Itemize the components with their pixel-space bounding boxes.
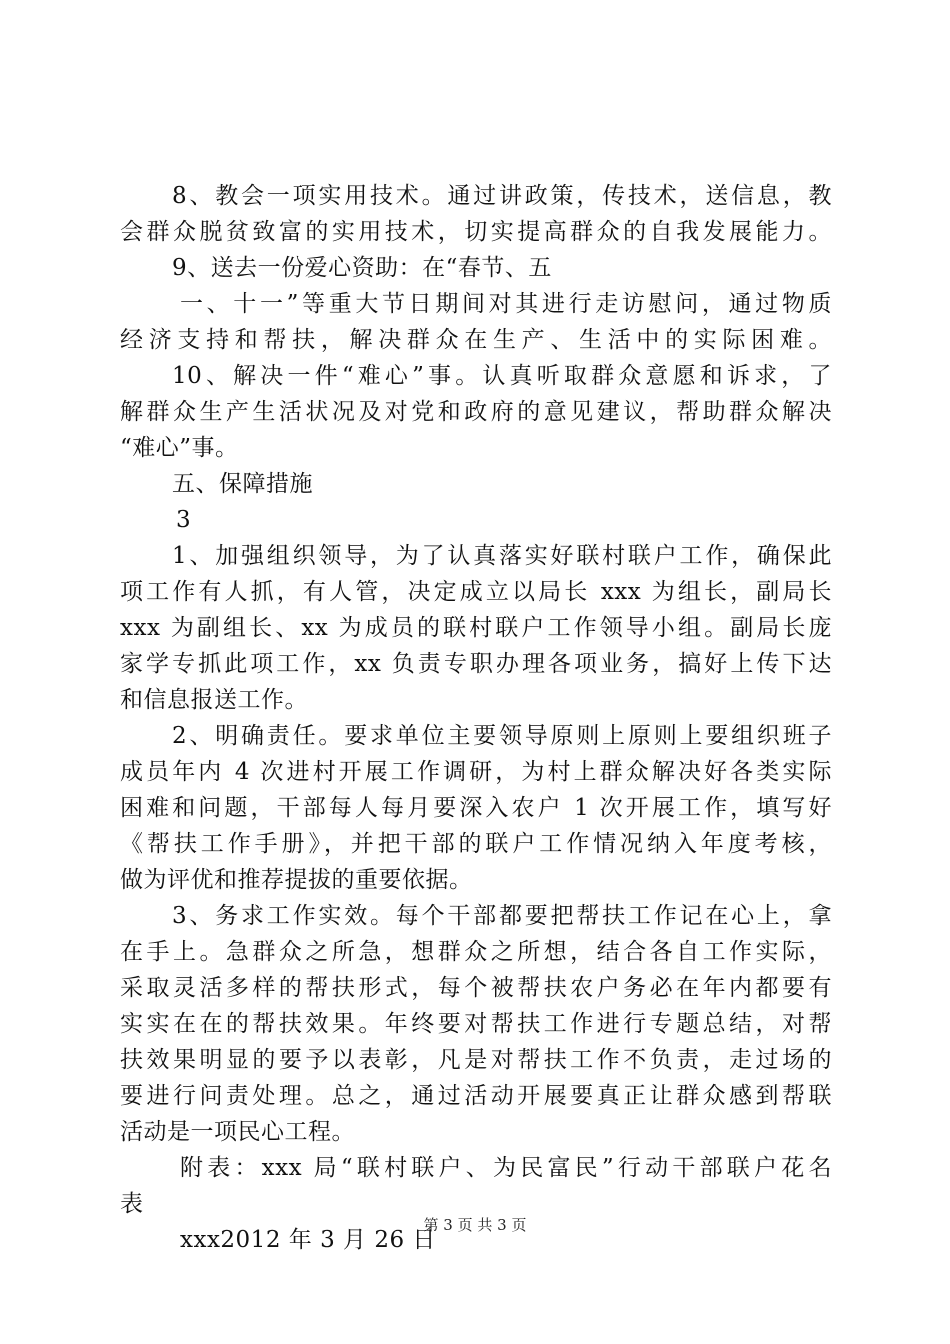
attachment-line: 附表：xxx 局“联村联户、为民富民”行动干部联户花名 bbox=[180, 1155, 832, 1181]
text-line: “难心”事。 bbox=[120, 435, 239, 461]
text-line: 3 bbox=[176, 507, 192, 533]
text-line: 解群众生产生活状况及对党和政府的意见建议，帮助群众解决 bbox=[120, 399, 832, 425]
text-line: xxx 为副组长、xx 为成员的联村联户工作领导小组。副局长庞 bbox=[120, 615, 832, 641]
text-line: 活动是一项民心工程。 bbox=[120, 1119, 355, 1145]
text-line: 经济支持和帮扶，解决群众在生产、生活中的实际困难。 bbox=[120, 327, 832, 353]
text-line: 实实在在的帮扶效果。年终要对帮扶工作进行专题总结，对帮 bbox=[120, 1011, 832, 1037]
text-line: 和信息报送工作。 bbox=[120, 687, 308, 713]
text-line: 2、明确责任。要求单位主要领导原则上原则上要组织班子 bbox=[172, 723, 832, 749]
document-body bbox=[120, 178, 832, 1258]
text-line: 家学专抓此项工作，xx 负责专职办理各项业务，搞好上传下达 bbox=[120, 651, 832, 677]
text-line: 采取灵活多样的帮扶形式，每个被帮扶农户务必在年内都要有 bbox=[120, 975, 832, 1001]
text-line: 1、加强组织领导，为了认真落实好联村联户工作，确保此 bbox=[172, 543, 832, 569]
attachment-line: 表 bbox=[120, 1191, 144, 1217]
text-line: 要进行问责处理。总之，通过活动开展要真正让群众感到帮联 bbox=[120, 1083, 832, 1109]
text-line: 扶效果明显的要予以表彰，凡是对帮扶工作不负责，走过场的 bbox=[120, 1047, 832, 1073]
text-line: 项工作有人抓，有人管，决定成立以局长 xxx 为组长，副局长 bbox=[120, 579, 832, 605]
text-line: 10、解决一件“难心”事。认真听取群众意愿和诉求，了 bbox=[172, 363, 832, 389]
text-line: 做为评优和推荐提拔的重要依据。 bbox=[120, 867, 473, 893]
signature-date: xxx2012 年 3 月 26 日 bbox=[180, 1227, 436, 1253]
page-number-footer: 第 3 页 共 3 页 bbox=[423, 1216, 527, 1234]
text-line: 8、教会一项实用技术。通过讲政策，传技术，送信息，教 bbox=[172, 183, 832, 209]
text-line: 困难和问题，干部每人每月要深入农户 1 次开展工作，填写好 bbox=[120, 795, 832, 821]
text-line: 《帮扶工作手册》，并把干部的联户工作情况纳入年度考核， bbox=[120, 831, 832, 857]
text-line: 一、十一”等重大节日期间对其进行走访慰问，通过物质 bbox=[180, 291, 832, 317]
section-heading: 五、保障措施 bbox=[172, 471, 313, 497]
text-line: 9、送去一份爱心资助：在“春节、五 bbox=[172, 255, 552, 281]
text-line: 在手上。急群众之所急，想群众之所想，结合各自工作实际， bbox=[120, 939, 832, 965]
text-line: 成员年内 4 次进村开展工作调研，为村上群众解决好各类实际 bbox=[120, 759, 832, 785]
text-line: 会群众脱贫致富的实用技术，切实提高群众的自我发展能力。 bbox=[120, 219, 832, 245]
text-line: 3、务求工作实效。每个干部都要把帮扶工作记在心上，拿 bbox=[172, 903, 832, 929]
